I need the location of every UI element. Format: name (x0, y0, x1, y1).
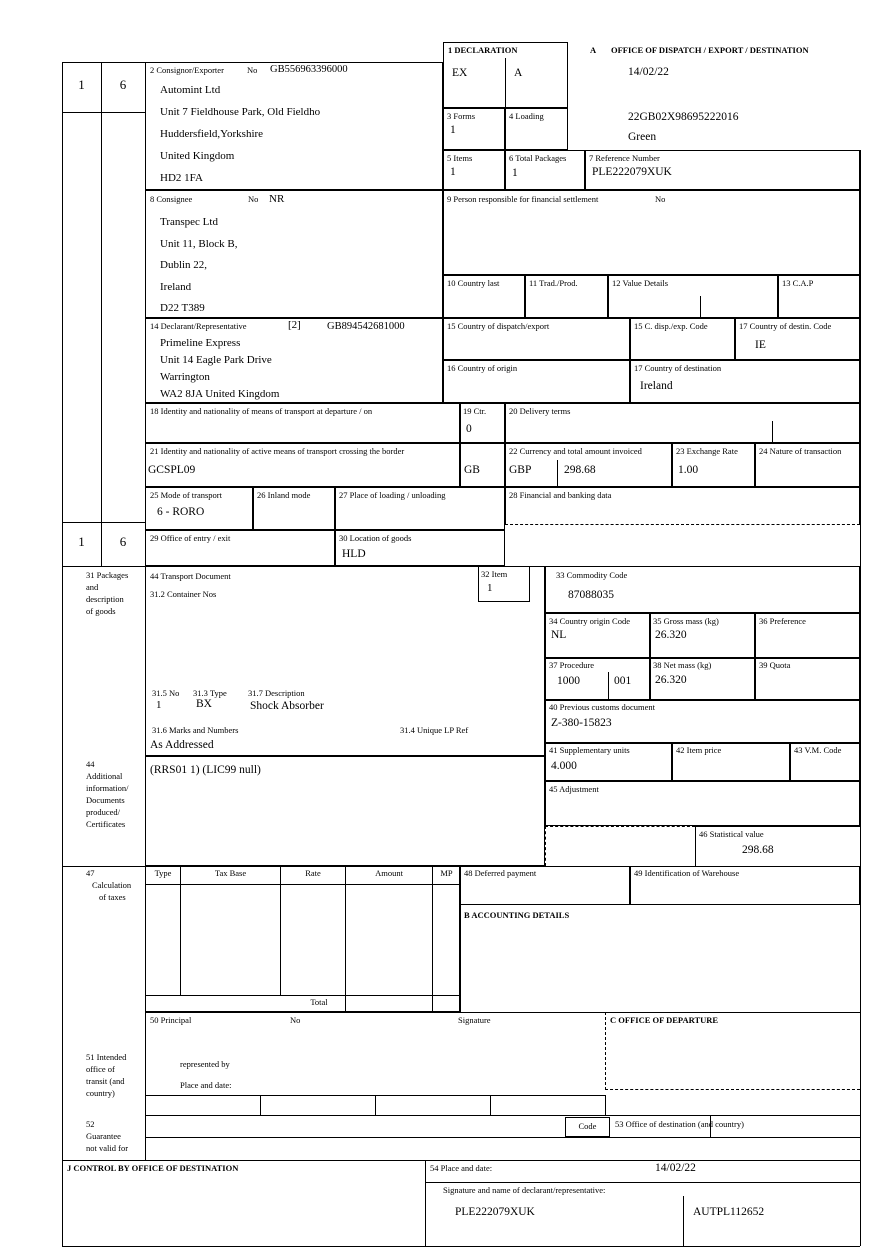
consignee-line: Dublin 22, (160, 259, 208, 271)
box31-3-label: 31.3 Type (193, 688, 227, 698)
transit-row1-v1 (260, 1095, 261, 1115)
tab-copy-1b: 1 (78, 534, 85, 549)
box16-label: 16 Country of origin (447, 363, 518, 373)
control-divider-line (425, 1160, 426, 1246)
box31-3-value: BX (196, 698, 212, 710)
box45-label: 45 Adjustment (549, 784, 599, 794)
tab-copy-6: 6 (119, 77, 127, 92)
box52-margin-label: not valid for (86, 1143, 129, 1153)
box37-divider (608, 672, 609, 700)
transit-row2-bottom (145, 1137, 860, 1138)
tax-header-line (145, 884, 460, 885)
box54-reference: PLE222079XUK (455, 1206, 535, 1218)
box44-margin-label: 44 (86, 759, 95, 769)
box41-label: 41 Supplementary units (549, 745, 630, 755)
tab2-top-line (62, 522, 145, 523)
box2-label: 2 Consignor/Exporter (150, 65, 224, 75)
tab-copy-1: 1 (78, 77, 85, 92)
control-top-line (62, 1160, 860, 1161)
box24-label: 24 Nature of transaction (759, 446, 842, 456)
box30-label: 30 Location of goods (339, 533, 412, 543)
box21-value: GCSPL09 (148, 464, 196, 476)
box50-label: 50 Principal (150, 1015, 192, 1025)
tax-total-line (145, 995, 460, 996)
box44-margin-label: Certificates (86, 819, 126, 829)
box20-tick (772, 421, 773, 443)
consignee-line: D22 T389 (160, 302, 205, 314)
box32-value: 1 (487, 582, 493, 594)
box31-4-label: 31.4 Unique LP Ref (400, 725, 469, 735)
signature-divider-line (683, 1196, 684, 1246)
box8-id: NR (269, 193, 285, 205)
box32-label: 32 Item (481, 569, 508, 579)
signature-line (425, 1182, 860, 1183)
box46-dashed-vline (545, 826, 546, 866)
box17a-label: 17 Country of destin. Code (739, 321, 832, 331)
box22-divider (557, 460, 558, 487)
box51-margin-label: office of (86, 1064, 115, 1074)
consignee-line: Unit 11, Block B, (160, 238, 238, 250)
box54-label: 54 Place and date: (430, 1163, 493, 1173)
declarant-line: Primeline Express (160, 337, 241, 349)
tax-col-type: Type (154, 868, 172, 878)
office-title: OFFICE OF DISPATCH / EXPORT / DESTINATION (611, 45, 809, 55)
code-label: Code (578, 1121, 597, 1131)
box5-value: 1 (450, 166, 456, 178)
box44-transport-label: 44 Transport Document (150, 571, 231, 581)
box6-label: 6 Total Packages (509, 153, 567, 163)
box54-name: AUTPL112652 (693, 1206, 765, 1218)
box22-label: 22 Currency and total amount invoiced (509, 446, 642, 456)
box19-label: 19 Ctr. (463, 406, 487, 416)
consignor-line: Huddersfield,Yorkshire (160, 128, 264, 140)
box20-label: 20 Delivery terms (509, 406, 571, 416)
box48-label: 48 Deferred payment (464, 868, 537, 878)
box14-label: 14 Declarant/Representative (150, 321, 247, 331)
box2-consignor (145, 62, 443, 190)
transit-row1-v2 (375, 1095, 376, 1115)
declarant-line: Warrington (160, 371, 210, 383)
box7-value: PLE222079XUK (592, 166, 672, 178)
box44-margin-label: produced/ (86, 807, 120, 817)
box19-value: 0 (466, 423, 472, 435)
box28-label: 28 Financial and banking data (509, 490, 612, 500)
outer-bottom-line (62, 1246, 860, 1247)
box31-6-value: As Addressed (150, 739, 214, 751)
consignor-line: Automint Ltd (160, 84, 221, 96)
box25-value: 6 - RORO (157, 506, 205, 518)
box22-amount-value: 298.68 (564, 464, 596, 476)
box31-margin-label: of goods (86, 606, 116, 616)
box33-value: 87088035 (568, 589, 614, 601)
box46-value: 298.68 (742, 844, 774, 856)
office-departure-label: C OFFICE OF DEPARTURE (610, 1015, 719, 1025)
box23-label: 23 Exchange Rate (676, 446, 738, 456)
box3-label: 3 Forms (447, 111, 476, 121)
box3-value: 1 (450, 124, 456, 136)
tax-table (145, 866, 460, 1012)
box17a-value: IE (755, 339, 766, 351)
box34-label: 34 Country origin Code (549, 616, 630, 626)
box37-value1: 1000 (557, 675, 580, 687)
box46-label: 46 Statistical value (699, 829, 764, 839)
box36-label: 36 Preference (759, 616, 806, 626)
tab-divider-line (101, 62, 102, 566)
tax-total-label: Total (310, 997, 328, 1007)
tax-col-line-1 (180, 866, 181, 995)
box39-label: 39 Quota (759, 660, 791, 670)
box54-signature-label: Signature and name of declarant/representative: (443, 1185, 606, 1195)
consignee-line: Ireland (160, 281, 192, 293)
box12-tick (700, 296, 701, 318)
tax-col-amount: Amount (375, 868, 403, 878)
box31-7-value: Shock Absorber (250, 700, 324, 712)
box31-margin-label: and (86, 582, 99, 592)
box29-label: 29 Office of entry / exit (150, 533, 231, 543)
box50-no-label: No (290, 1015, 301, 1025)
box47-margin-label: 47 (86, 868, 95, 878)
box47-margin-label: of taxes (99, 892, 126, 902)
box8-no-label: No (248, 194, 259, 204)
box44-margin-label: Additional (86, 771, 123, 781)
box10-label: 10 Country last (447, 278, 500, 288)
box34-value: NL (551, 629, 567, 641)
tab-top-line (62, 62, 145, 63)
control-office-label: J CONTROL BY OFFICE OF DESTINATION (67, 1163, 239, 1173)
box44-margin-label: Documents (86, 795, 125, 805)
outer-left-line (62, 62, 63, 1246)
box7-label: 7 Reference Number (589, 153, 660, 163)
box44-value: (RRS01 1) (LIC99 null) (150, 764, 261, 776)
tax-col-base: Tax Base (214, 868, 247, 878)
declarant-line: Unit 14 Eagle Park Drive (160, 354, 272, 366)
box52-margin-label: Guarantee (86, 1131, 121, 1141)
tax-col-mp: MP (440, 868, 453, 878)
box18-label: 18 Identity and nationality of means of transport at departure / on (150, 406, 373, 416)
box4-label: 4 Loading (509, 111, 544, 121)
box31-6-label: 31.6 Marks and Numbers (152, 725, 239, 735)
box15-label: 15 Country of dispatch/export (447, 321, 550, 331)
box51-margin-label: 51 Intended (86, 1052, 127, 1062)
box31-5-label: 31.5 No (152, 688, 180, 698)
box8-label: 8 Consignee (150, 194, 193, 204)
box31-2-label: 31.2 Container Nos (150, 589, 217, 599)
box43-label: 43 V.M. Code (794, 745, 842, 755)
box42-label: 42 Item price (676, 745, 722, 755)
box12-label: 12 Value Details (612, 278, 669, 288)
transit-row1-v3 (490, 1095, 491, 1115)
box31-7-label: 31.7 Description (248, 688, 305, 698)
box21-nationality-value: GB (464, 464, 480, 476)
tab-bottom-line (62, 112, 145, 113)
box25-label: 25 Mode of transport (150, 490, 223, 500)
declaration-type: EX (452, 67, 468, 79)
box2-no-label: No (247, 65, 258, 75)
box22-currency-value: GBP (509, 464, 532, 476)
box15a-label: 15 C. disp./exp. Code (634, 321, 708, 331)
box2-eori: GB556963396000 (270, 64, 348, 75)
box31-5-value: 1 (156, 699, 162, 711)
accounting-details-label: B ACCOUNTING DETAILS (464, 910, 570, 920)
box31-margin-label: 31 Packages (86, 570, 129, 580)
box21-label: 21 Identity and nationality of active means of transport crossing the border (150, 446, 405, 456)
accounting-left-line (460, 905, 461, 1012)
box38-value: 26.320 (655, 674, 687, 686)
outer-right-line (860, 150, 861, 1246)
box54-date: 14/02/22 (655, 1162, 696, 1174)
box41-value: 4.000 (551, 760, 577, 772)
place-date-label: Place and date: (180, 1080, 232, 1090)
box37-label: 37 Procedure (549, 660, 595, 670)
tab-copy-6b: 6 (119, 534, 127, 549)
declarant-line: WA2 8JA United Kingdom (160, 388, 280, 400)
box5-label: 5 Items (447, 153, 473, 163)
box23-value: 1.00 (678, 464, 699, 476)
transit-row2-top (145, 1115, 860, 1116)
box13-label: 13 C.A.P (782, 278, 814, 288)
box49-label: 49 Identification of Warehouse (634, 868, 740, 878)
box46-dashed-hline (545, 826, 695, 827)
box14-code: [2] (288, 319, 301, 331)
box40-label: 40 Previous customs document (549, 702, 656, 712)
box44-margin-label: information/ (86, 783, 129, 793)
consignee-line: Transpec Ltd (160, 216, 218, 228)
box33-label: 33 Commodity Code (556, 570, 628, 580)
dispatch-date: 14/02/22 (628, 66, 669, 78)
box1-divider (505, 58, 506, 108)
box9-no-label: No (655, 194, 666, 204)
box38-label: 38 Net mass (kg) (653, 660, 712, 670)
represented-by-label: represented by (180, 1059, 230, 1069)
tax-col-line-3 (345, 866, 346, 1012)
consignor-line: Unit 7 Fieldhouse Park, Old Fieldho (160, 106, 321, 118)
routing-status: Green (628, 131, 657, 143)
consignor-line: United Kingdom (160, 150, 235, 162)
box35-label: 35 Gross mass (kg) (653, 616, 719, 626)
box6-value: 1 (512, 167, 518, 179)
box31-margin-label: description (86, 594, 124, 604)
box40-value: Z-380-15823 (551, 717, 612, 729)
office-letter: A (590, 45, 597, 55)
box53-label: 53 Office of destination (and country) (615, 1119, 744, 1129)
box9-label: 9 Person responsible for financial settlement (447, 194, 599, 204)
box11-label: 11 Trad./Prod. (529, 278, 578, 288)
consignor-line: HD2 1FA (160, 172, 203, 184)
box51-margin-label: transit (and (86, 1076, 125, 1086)
box17-value: Ireland (640, 380, 673, 392)
tax-col-rate: Rate (305, 868, 321, 878)
box50-signature-label: Signature (458, 1015, 491, 1025)
transit-row1-v4 (605, 1095, 606, 1115)
box1-label: 1 DECLARATION (448, 45, 518, 55)
box30-value: HLD (342, 548, 366, 560)
box52-margin-label: 52 (86, 1119, 95, 1129)
box8-consignee (145, 190, 443, 318)
box26-label: 26 Inland mode (257, 490, 311, 500)
box37-value2: 001 (614, 675, 632, 687)
tax-col-line-4 (432, 866, 433, 1012)
box14-eori: GB894542681000 (327, 321, 405, 332)
mrn-number: 22GB02X98695222016 (628, 111, 739, 123)
box35-value: 26.320 (655, 629, 687, 641)
tax-col-line-2 (280, 866, 281, 995)
box27-label: 27 Place of loading / unloading (339, 490, 446, 500)
box17-label: 17 Country of destination (634, 363, 722, 373)
declaration-subtype: A (514, 67, 523, 79)
box47-margin-label: Calculation (92, 880, 132, 890)
box51-margin-label: country) (86, 1088, 115, 1098)
